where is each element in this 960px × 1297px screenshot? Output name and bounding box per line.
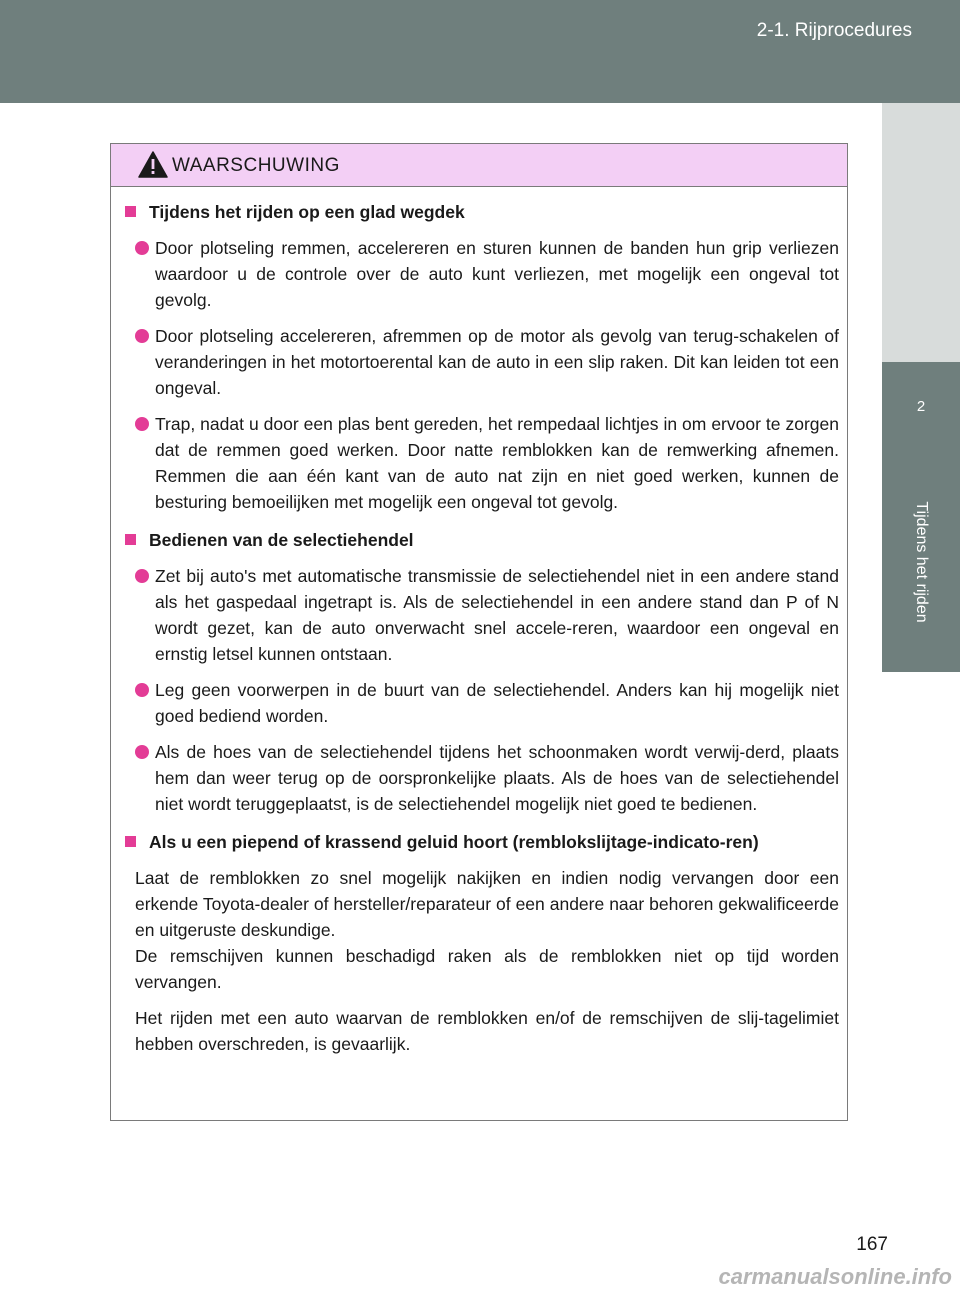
- section-heading: Tijdens het rijden op een glad wegdek: [125, 199, 839, 225]
- section-title: 2-1. Rijprocedures: [756, 20, 912, 41]
- bullet-item: Zet bij auto's met automatische transmissie de selectiehendel niet in een andere stand als het gaspedaal ingetrapt is. Als de selectiehendel in een andere stand dan P of N wordt gezet, kan de auto onverwacht snel accele-reren, waardoor een ongeval en ernstig letsel kunnen ontstaan.: [125, 563, 839, 667]
- chapter-number: 2: [916, 398, 926, 415]
- bullet-item: Leg geen voorwerpen in de buurt van de selectiehendel. Anders kan hij mogelijk niet goed bediend worden.: [125, 677, 839, 729]
- section-heading: Bedienen van de selectiehendel: [125, 527, 839, 553]
- chapter-label: Tijdens het rijden: [913, 501, 930, 623]
- bullet-item: Als de hoes van de selectiehendel tijdens het schoonmaken wordt verwij-derd, plaats hem dan weer terug op de oorspronkelijke plaats. Als de hoes van de selectiehendel niet wordt teruggeplaatst, is de selectiehendel mogelijk niet goed te bedienen.: [125, 739, 839, 817]
- paragraph-line: Laat de remblokken zo snel mogelijk nakijken en indien nodig vervangen door een erkende Toyota-dealer of hersteller/reparateur of een andere naar behoren gekwalificeerde en uitgeruste deskundige.: [135, 868, 839, 940]
- warning-triangle-icon: [138, 151, 168, 178]
- section-heading: Als u een piepend of krassend geluid hoort (remblokslijtage-indicato-ren): [125, 829, 839, 855]
- warning-body: [111, 199, 847, 1057]
- warning-title: WAARSCHUWING: [172, 155, 340, 176]
- bullet-item: Door plotseling remmen, accelereren en sturen kunnen de banden hun grip verliezen waardoor u de controle over de auto kunt verliezen, met mogelijk een ongeval tot gevolg.: [125, 235, 839, 313]
- page-header: [0, 0, 960, 103]
- warning-header: [111, 144, 847, 187]
- bullet-item: Trap, nadat u door een plas bent gereden, het rempedaal lichtjes in om ervoor te zorgen dat de remmen goed werken. Door natte remblokken kan de remwerking afnemen. Remmen die aan één kant van de auto nat zijn en niet goed werken, kunnen de besturing bemoeilijken met mogelijk een ongeval tot gevolg.: [125, 411, 839, 515]
- paragraph-line: De remschijven kunnen beschadigd raken als de remblokken niet op tijd worden vervangen.: [135, 946, 839, 992]
- page-number: 167: [856, 1234, 888, 1255]
- paragraph: [125, 865, 839, 995]
- watermark: carmanualsonline.info: [718, 1264, 952, 1289]
- warning-box: [110, 143, 848, 1121]
- bullet-item: Door plotseling accelereren, afremmen op de motor als gevolg van terug-schakelen of veranderingen in het motortoerental kan de auto in een slip raken. Dit kan leiden tot een ongeval.: [125, 323, 839, 401]
- paragraph: Het rijden met een auto waarvan de remblokken en/of de remschijven de slij-tagelimiet hebben overschreden, is gevaarlijk.: [135, 1008, 839, 1054]
